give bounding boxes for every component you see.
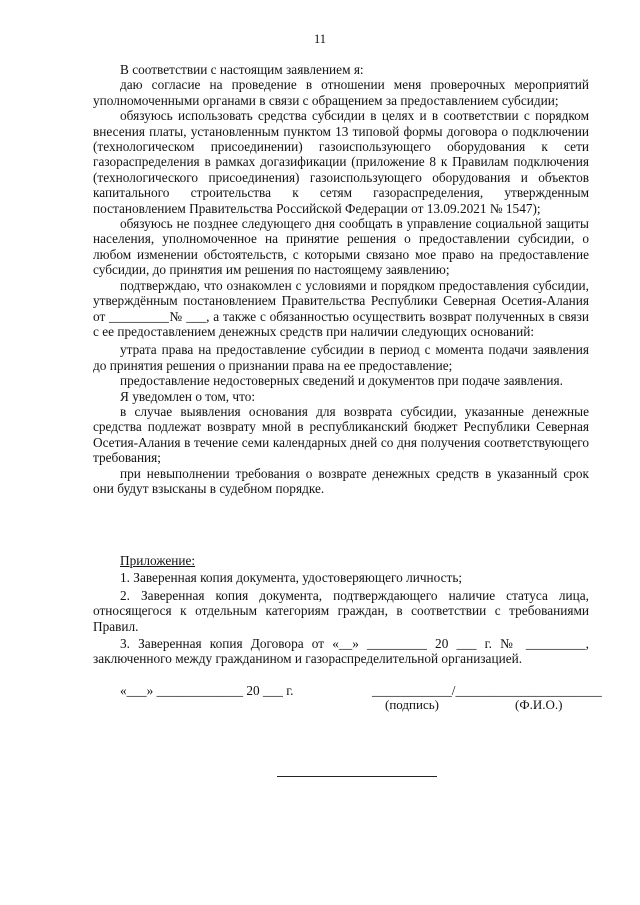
appendix-item: 2. Заверенная копия документа, подтверждающего наличие статуса лица, относящегося к отдельным категориям граждан, в соответствии с требованиями Правил. <box>93 587 589 634</box>
intro-paragraph: В соответствии с настоящим заявлением я: <box>120 62 364 77</box>
confirmation-paragraph: подтверждаю, что ознакомлен с условиями и порядком предоставления субсидии, утверждённым постановлением Правительства Республики Северная Осетия-Алания от _________№ ___, а также с обязанностью осуществить возврат полученных в связи с ее предоставлением денежных средств при наличии следующих оснований: <box>93 277 589 339</box>
appendix-title: Приложение: <box>120 553 196 568</box>
page-number: 11 <box>313 32 327 46</box>
ground-loss-paragraph: утрата права на предоставление субсидии в период с момента подачи заявления до принятия решения о признании права на ее предоставление; <box>93 342 589 373</box>
consent-paragraph: даю согласие на проведение в отношении меня проверочных мероприятий уполномоченными органами в связи с обращением за предоставлением субсидии; <box>93 77 589 108</box>
signature-line: ____________/______________________ <box>372 683 602 698</box>
signature-caption: (подпись) <box>385 697 439 712</box>
obligation-use-paragraph: обязуюсь использовать средства субсидии в целях и в соответствии с порядком внесения платы, установленным пунктом 13 типовой формы договора о подключении (технологическом присоединении) газоиспользующего оборудования к сети газораспределения в рамках догазификации (приложение 8 к Правилам подключения (технологического присоединения) газоиспользующего оборудования и объектов капитального строительства к сетям газораспределения, утвержденным постановлением Правительства Российской Федерации от 13.09.2021 № 1547); <box>93 108 589 216</box>
obligation-notify-paragraph: обязуюсь не позднее следующего дня сообщать в управление социальной защиты населения, уполномоченное на принятие решения о предоставлении субсидии, о любом изменении обстоятельств, с которыми связано мое право на предоставление субсидии, до принятия им решения по настоящему заявлению; <box>93 216 589 278</box>
bottom-divider <box>277 776 437 777</box>
ground-false-info-paragraph: предоставление недостоверных сведений и документов при подаче заявления. <box>120 373 563 389</box>
refund-paragraph: в случае выявления основания для возврата субсидии, указанные денежные средства подлежат возврату мной в республиканский бюджет Республики Северная Осетия-Алания в течение семи календарных дней со дня получения соответствующего требования; <box>93 403 589 466</box>
full-name-caption: (Ф.И.О.) <box>515 697 563 712</box>
notified-paragraph: Я уведомлен о том, что: <box>120 388 256 404</box>
appendix-section <box>93 553 589 667</box>
appendix-item: 1. Заверенная копия документа, удостоверяющего личность; <box>120 570 463 586</box>
statement-body <box>93 62 589 496</box>
signature-date-line: «___» _____________ 20 ___ г. <box>120 683 294 698</box>
appendix-item: 3. Заверенная копия Договора от «__» _________ 20 ___ г. № _________, заключенного между гражданином и газораспределительной организацией. <box>93 636 589 667</box>
court-paragraph: при невыполнении требования о возврате денежных средств в указанный срок они будут взысканы в судебном порядке. <box>93 465 589 496</box>
